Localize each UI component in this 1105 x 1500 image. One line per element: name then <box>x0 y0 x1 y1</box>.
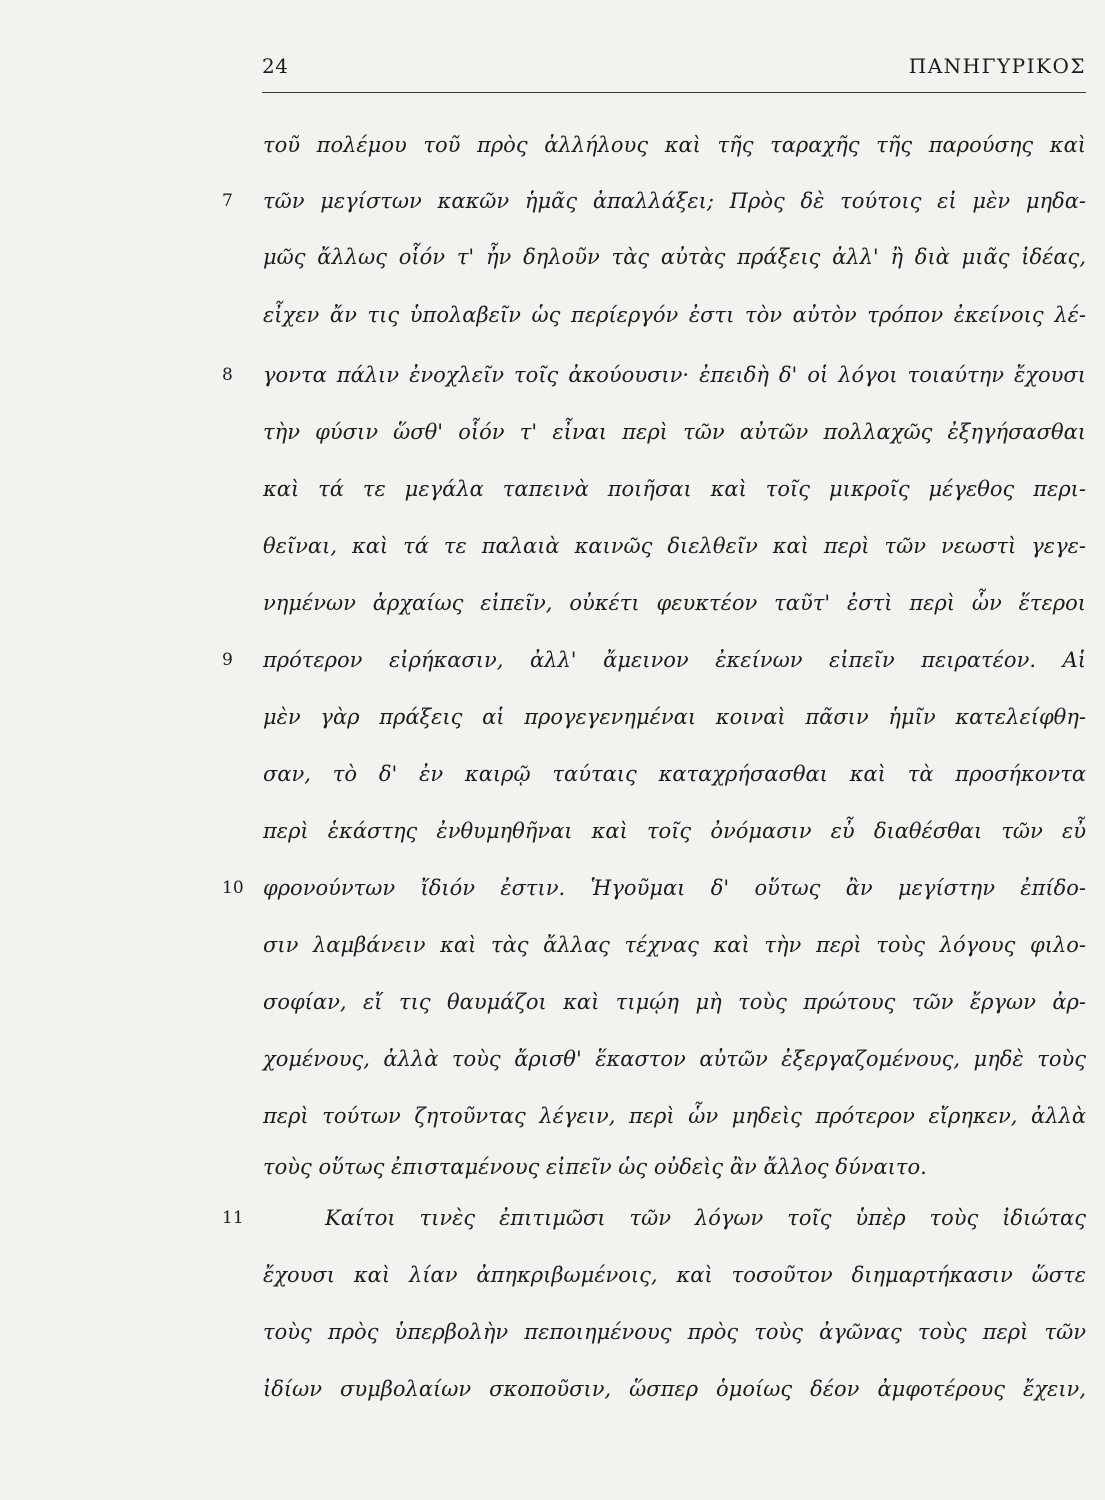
paragraph-end-line: τοὺς οὕτως ἐπισταμένους εἰπεῖν ὡς οὐδεὶς ἂν ἄλλος δύναιτο. <box>263 1155 927 1179</box>
text-line: τοῦ πολέμου τοῦ πρὸς ἀλλήλους καὶ τῆς ταραχῆς τῆς παρούσης καὶ <box>263 133 1086 157</box>
section-number-10: 10 <box>222 878 244 898</box>
text-line: χομένους, ἀλλὰ τοὺς ἄρισθ' ἕκαστον αὐτῶν ἐξεργαζομένους, μηδὲ τοὺς <box>263 1047 1086 1071</box>
text-line: θεῖναι, καὶ τά τε παλαιὰ καινῶς διελθεῖν καὶ περὶ τῶν νεωστὶ γεγε- <box>263 534 1086 558</box>
text-line: πρότερον εἰρήκασιν, ἀλλ' ἄμεινον ἐκείνων εἰπεῖν πειρατέον. Αἱ <box>263 648 1086 672</box>
text-line: τὴν φύσιν ὥσθ' οἷόν τ' εἶναι περὶ τῶν αὐτῶν πολλαχῶς ἐξηγήσασθαι <box>263 420 1086 444</box>
text-line: περὶ ἑκάστης ἐνθυμηθῆναι καὶ τοῖς ὀνόμασιν εὖ διαθέσθαι τῶν εὖ <box>263 819 1086 843</box>
text-line: τῶν μεγίστων κακῶν ἡμᾶς ἀπαλλάξει; Πρὸς δὲ τούτοις εἰ μὲν μηδα- <box>263 189 1086 213</box>
page-number: 24 <box>262 54 289 78</box>
text-line: σαν, τὸ δ' ἐν καιρῷ ταύταις καταχρήσασθαι καὶ τὰ προσήκοντα <box>263 762 1086 786</box>
text-line: φρονούντων ἴδιόν ἐστιν. Ἡγοῦμαι δ' οὕτως ἂν μεγίστην ἐπίδο- <box>263 876 1086 900</box>
text-line: μῶς ἄλλως οἷόν τ' ἦν δηλοῦν τὰς αὐτὰς πράξεις ἀλλ' ἢ διὰ μιᾶς ἰδέας, <box>263 245 1086 269</box>
text-line: νημένων ἀρχαίως εἰπεῖν, οὐκέτι φευκτέον ταῦτ' ἐστὶ περὶ ὧν ἕτεροι <box>263 591 1086 615</box>
section-number-11: 11 <box>222 1208 244 1228</box>
text-line: ἔχουσι καὶ λίαν ἀπηκριβωμένοις, καὶ τοσοῦτον διημαρτήκασιν ὥστε <box>263 1263 1086 1287</box>
section-number-7: 7 <box>222 191 233 211</box>
text-line: σοφίαν, εἴ τις θαυμάζοι καὶ τιμῴη μὴ τοὺς πρώτους τῶν ἔργων ἀρ- <box>263 990 1086 1014</box>
section-number-9: 9 <box>222 650 233 670</box>
text-line: μὲν γὰρ πράξεις αἱ προγεγενημέναι κοιναὶ πᾶσιν ἡμῖν κατελείφθη- <box>263 705 1086 729</box>
running-title: ΠΑΝΗΓΥΡΙΚΟΣ <box>908 54 1086 78</box>
text-line: εἶχεν ἄν τις ὑπολαβεῖν ὡς περίεργόν ἐστι τὸν αὐτὸν τρόπον ἐκείνοις λέ- <box>263 303 1086 327</box>
paragraph-start-line: Καίτοι τινὲς ἐπιτιμῶσι τῶν λόγων τοῖς ὑπὲρ τοὺς ἰδιώτας <box>325 1206 1086 1230</box>
text-line: σιν λαμβάνειν καὶ τὰς ἄλλας τέχνας καὶ τὴν περὶ τοὺς λόγους φιλο- <box>263 933 1086 957</box>
text-line: γοντα πάλιν ἐνοχλεῖν τοῖς ἀκούουσιν· ἐπειδὴ δ' οἱ λόγοι τοιαύτην ἔχουσι <box>263 363 1086 387</box>
page-header <box>262 44 1086 93</box>
text-line: καὶ τά τε μεγάλα ταπεινὰ ποιῆσαι καὶ τοῖς μικροῖς μέγεθος περι- <box>263 477 1086 501</box>
text-line: περὶ τούτων ζητοῦντας λέγειν, περὶ ὧν μηδεὶς πρότερον εἴρηκεν, ἀλλὰ <box>263 1104 1086 1128</box>
text-line: ἰδίων συμβολαίων σκοποῦσιν, ὥσπερ ὁμοίως δέον ἀμφοτέρους ἔχειν, <box>263 1377 1086 1401</box>
section-number-8: 8 <box>222 365 233 385</box>
text-line: τοὺς πρὸς ὑπερβολὴν πεποιημένους πρὸς τοὺς ἀγῶνας τοὺς περὶ τῶν <box>263 1320 1086 1344</box>
